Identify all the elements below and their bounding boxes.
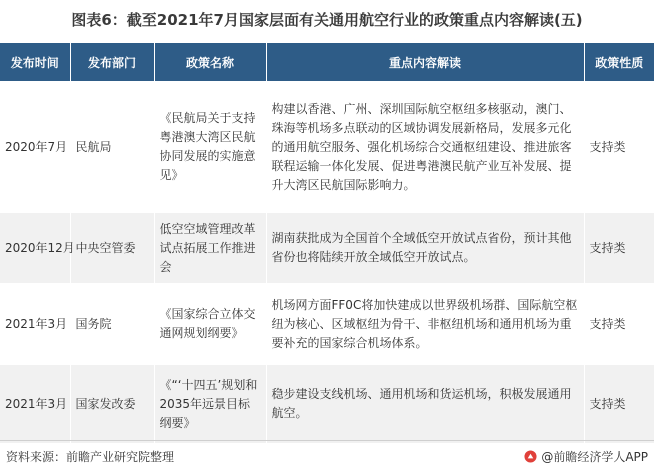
cell-content: 湖南获批成为全国首个全域低空开放试点省份，预计其他省份也将陆续开放全域低空开放试点。 bbox=[266, 213, 584, 283]
cell-dept: 中央空管委 bbox=[70, 213, 154, 283]
cell-date: 2020年12月 bbox=[0, 213, 70, 283]
cell-date: 2021年3月 bbox=[0, 365, 70, 443]
cell-nature: 支持类 bbox=[584, 81, 654, 213]
cell-dept: 国务院 bbox=[70, 283, 154, 365]
cell-policy-name: 《民航局关于支持粤港澳大湾区民航协同发展的实施意见》 bbox=[154, 81, 266, 213]
cell-nature: 支持类 bbox=[584, 365, 654, 443]
table-row bbox=[0, 213, 654, 283]
cell-dept: 民航局 bbox=[70, 81, 154, 213]
cell-content: 机场网方面FF0C将加快建成以世界级机场群、国际航空枢纽为核心、区域枢纽为骨干、非枢纽机场和通用机场为重要补充的国家综合机场体系。 bbox=[266, 283, 584, 365]
page-title: 图表6：截至2021年7月国家层面有关通用航空行业的政策重点内容解读(五) bbox=[71, 11, 583, 29]
table-row bbox=[0, 283, 654, 365]
policy-table bbox=[0, 43, 654, 443]
table-row bbox=[0, 365, 654, 443]
header-content: 重点内容解读 bbox=[266, 43, 584, 81]
cell-content: 稳步建设支线机场、通用机场和货运机场，积极发展通用航空。 bbox=[266, 365, 584, 443]
source-note: 资料来源：前瞻产业研究院整理 bbox=[6, 450, 175, 464]
table-header-row bbox=[0, 43, 654, 81]
cell-policy-name: 《“‘十四五’规划和2035年远景目标纲要》 bbox=[154, 365, 266, 443]
brand-attribution bbox=[524, 448, 648, 465]
cell-policy-name: 低空空域管理改革试点拓展工作推进会 bbox=[154, 213, 266, 283]
cell-date: 2020年7月 bbox=[0, 81, 70, 213]
table-row bbox=[0, 81, 654, 213]
footer bbox=[0, 440, 654, 469]
qianzhan-logo-icon bbox=[524, 450, 537, 463]
cell-date: 2021年3月 bbox=[0, 283, 70, 365]
header-nature: 政策性质 bbox=[584, 43, 654, 81]
cell-policy-name: 《国家综合立体交通网规划纲要》 bbox=[154, 283, 266, 365]
header-date: 发布时间 bbox=[0, 43, 70, 81]
brand-label: @前瞻经济学人APP bbox=[541, 450, 648, 464]
cell-nature: 支持类 bbox=[584, 213, 654, 283]
cell-nature: 支持类 bbox=[584, 283, 654, 365]
cell-dept: 国家发改委 bbox=[70, 365, 154, 443]
header-name: 政策名称 bbox=[154, 43, 266, 81]
cell-content: 构建以香港、广州、深圳国际航空枢纽多核驱动，澳门、珠海等机场多点联动的区域协调发展新格局，发展多元化的通用航空服务、强化机场综合交通枢纽建设、推进旅客联程运输一体化发展、促进粤港澳民航产业互补发展、提升大湾区民航国际影响力。 bbox=[266, 81, 584, 213]
header-dept: 发布部门 bbox=[70, 43, 154, 81]
